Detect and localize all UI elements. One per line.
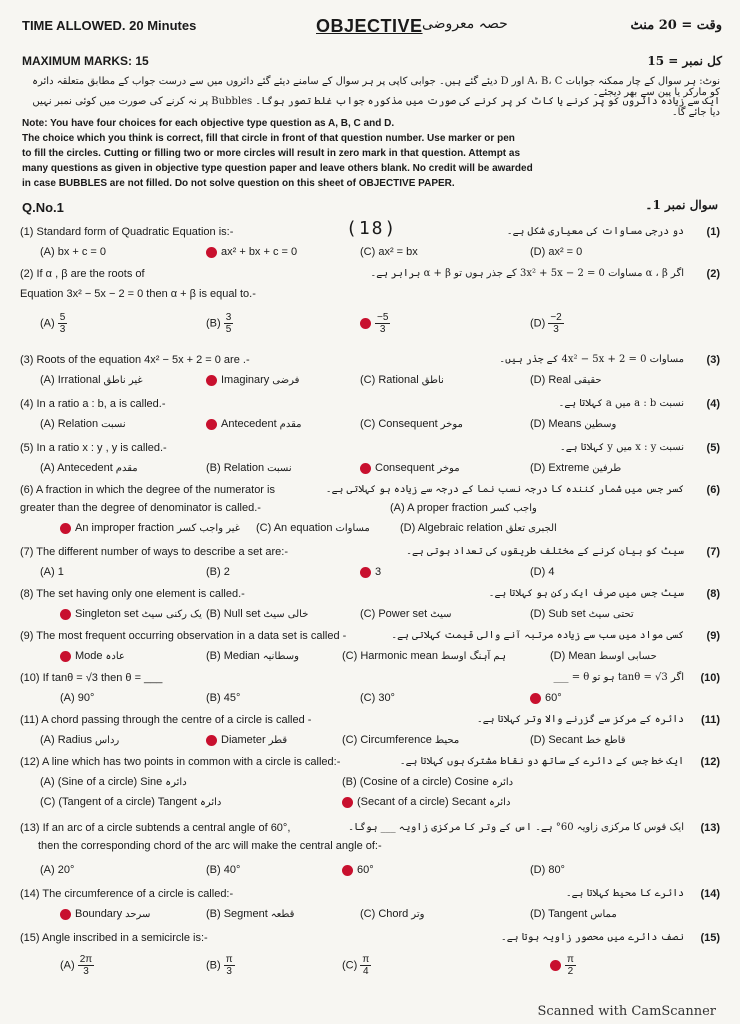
option-d[interactable]: (D) Mean حسابی اوسط xyxy=(550,650,657,662)
filled-bubble-icon xyxy=(550,960,561,971)
option-c[interactable]: (C) Consequent موخر xyxy=(360,418,463,430)
question-num: (12) xyxy=(700,756,720,768)
option-d[interactable]: (D) Means وسطین xyxy=(530,418,617,430)
header xyxy=(22,14,722,74)
question-text: (3) Roots of the equation 4x² − 5x + 2 = 0 are .- xyxy=(20,354,250,366)
time-allowed: TIME ALLOWED. 20 Minutes xyxy=(22,18,197,33)
option-b[interactable]: (B) 45° xyxy=(206,692,241,704)
question-text-line-2: Equation 3x² − 5x − 2 = 0 then α + β is equal to.- xyxy=(20,288,256,300)
option-b[interactable]: Antecedent مقدم xyxy=(206,418,302,430)
option-d[interactable]: (D) $\frac{-2}{3}$ xyxy=(530,312,562,335)
option-a[interactable]: (A) $\frac{5}{3}$ xyxy=(40,312,66,335)
option-b[interactable]: (B) Median وسطانیہ xyxy=(206,650,299,662)
option-c[interactable]: (C) ax² = bx xyxy=(360,246,418,258)
question-num: (3) xyxy=(706,354,720,366)
question-text: (8) The set having only one element is called.- xyxy=(20,588,245,600)
option-b[interactable]: Imaginary فرضی xyxy=(206,374,299,386)
option-a[interactable]: (A) $\frac{2\pi}{3}$ xyxy=(60,954,93,977)
question-num: (6) xyxy=(706,484,720,496)
question-number-urdu: سوال نمبر 1۔ xyxy=(645,198,718,212)
option-d[interactable]: (D) ax² = 0 xyxy=(530,246,583,258)
page-title: OBJECTIVE xyxy=(316,16,423,36)
option-a[interactable]: (A) bx + c = 0 xyxy=(40,246,107,258)
question-num: (15) xyxy=(700,932,720,944)
question-num: (8) xyxy=(706,588,720,600)
question-num: (14) xyxy=(700,888,720,900)
option-b[interactable]: (B) 2 xyxy=(206,566,230,578)
marks-urdu: کل نمبر = 15 xyxy=(647,54,722,68)
option-b[interactable]: (B) Segment قطعہ xyxy=(206,908,295,920)
question-text-line-2: then the corresponding chord of the arc will make the central angle of:- xyxy=(38,840,382,852)
option-d[interactable]: (D) Real حقیقی xyxy=(530,374,602,386)
option-c[interactable]: (C) Chord وتر xyxy=(360,908,425,920)
option-d[interactable]: (D) Sub set تحتی سیٹ xyxy=(530,608,634,620)
question-num: (1) xyxy=(706,226,720,238)
question-text: (4) In a ratio a : b, a is called.- xyxy=(20,398,166,410)
question-text-urdu: نسبت x : y میں y کہلاتا ہے۔ xyxy=(559,442,684,453)
filled-bubble-icon xyxy=(60,909,71,920)
question-text-urdu: ایک قوس کا مرکزی زاویہ 60° ہے۔ اس کے وتر کا مرکزی زاویہ ___ ہوگا۔ xyxy=(348,822,684,833)
filled-bubble-icon xyxy=(206,419,217,430)
question-5 xyxy=(20,442,720,482)
question-text-urdu: نسبت a : b میں a کہلاتا ہے۔ xyxy=(558,398,684,409)
question-text: (12) A line which has two points in common with a circle is called:- xyxy=(20,756,341,768)
question-13 xyxy=(20,822,720,884)
option-a[interactable]: (A) Irrational غیر ناطق xyxy=(40,374,143,386)
option-c[interactable]: Consequent موخر xyxy=(360,462,460,474)
question-11 xyxy=(20,714,720,754)
question-text-urdu: دو درجی مساوات کی معیاری شکل ہے۔ xyxy=(506,226,684,237)
question-3 xyxy=(20,354,720,394)
option-a[interactable]: Mode عادہ xyxy=(60,650,125,662)
option-b[interactable]: An improper fraction غیر واجب کسر xyxy=(60,522,240,534)
option-d[interactable]: 60° xyxy=(530,692,562,704)
question-8 xyxy=(20,588,720,628)
question-text-urdu: ایک خط جس کے دائرے کے ساتھ دو نقاط مشترک ہوں کہلاتا ہے۔ xyxy=(399,756,684,767)
option-b[interactable]: (B) $\frac{\pi}{3}$ xyxy=(206,954,233,977)
question-num: (9) xyxy=(706,630,720,642)
question-text: (2) If α , β are the roots of xyxy=(20,268,145,280)
option-c[interactable]: (C) Harmonic mean ہم آہنگ اوسط xyxy=(342,650,506,662)
question-text: (13) If an arc of a circle subtends a central angle of 60°, xyxy=(20,822,291,834)
question-7 xyxy=(20,546,720,586)
filled-bubble-icon xyxy=(360,463,371,474)
option-c[interactable]: (C) An equation مساوات xyxy=(256,522,370,534)
filled-bubble-icon xyxy=(206,735,217,746)
option-c[interactable]: (C) $\frac{\pi}{4}$ xyxy=(342,954,370,977)
question-number: Q.No.1 xyxy=(22,200,64,215)
note-line: Note: You have four choices for each objective type question as A, B, C and D. xyxy=(22,118,395,129)
option-d[interactable]: (Secant of a circle) Secant دائرہ xyxy=(342,796,510,808)
option-c[interactable]: (C) Power set سیٹ xyxy=(360,608,452,620)
question-text-urdu: سیٹ جس میں صرف ایک رکن ہو کہلاتا ہے۔ xyxy=(488,588,684,599)
question-num: (4) xyxy=(706,398,720,410)
option-b[interactable]: (B) Relation نسبت xyxy=(206,462,292,474)
option-d[interactable]: (D) Extreme طرفین xyxy=(530,462,622,474)
question-4 xyxy=(20,398,720,438)
filled-bubble-icon xyxy=(342,797,353,808)
question-text-line-2: greater than the degree of denominator is called.- xyxy=(20,502,261,514)
option-b[interactable]: (B) (Cosine of a circle) Cosine دائرہ xyxy=(342,776,514,788)
question-text-urdu: سیٹ کو بیان کرنے کے مختلف طریقوں کی تعداد ہوتی ہے۔ xyxy=(406,546,684,557)
option-a[interactable]: (A) Relation نسبت xyxy=(40,418,126,430)
option-c[interactable]: (C) Rational ناطق xyxy=(360,374,444,386)
question-14 xyxy=(20,888,720,928)
filled-bubble-icon xyxy=(530,693,541,704)
filled-bubble-icon xyxy=(342,865,353,876)
question-text: (7) The different number of ways to describe a set are:- xyxy=(20,546,289,558)
question-text-urdu: کسی مواد میں سب سے زیادہ مرتبہ آنے والی قیمت کہلاتی ہے۔ xyxy=(391,630,684,641)
note-line: in case BUBBLES are not filled. Do not solve question on this sheet of OBJECTIVE PAPER. xyxy=(22,178,455,189)
option-b[interactable]: (B) $\frac{3}{5}$ xyxy=(206,312,232,335)
option-d[interactable]: (D) 80° xyxy=(530,864,565,876)
question-text-urdu: کسر جس میں شمار کنندہ کا درجہ نسب نما کے درجہ سے زیادہ ہو کہلاتی ہے۔ xyxy=(325,484,684,495)
scanner-watermark: Scanned with CamScanner xyxy=(537,1004,716,1019)
option-b[interactable]: (B) Null set خالی سیٹ xyxy=(206,608,309,620)
question-text: (15) Angle inscribed in a semicircle is:- xyxy=(20,932,208,944)
question-text: (9) The most frequent occurring observation in a data set is called - xyxy=(20,630,347,642)
note-line: many questions as given in objective type question paper and leave others blank. No credit will be awarded xyxy=(22,163,533,174)
question-12 xyxy=(20,756,720,818)
question-text-urdu: مساوات 4x² − 5x + 2 = 0 کے جذر ہیں۔ xyxy=(499,354,684,365)
option-a[interactable]: Singleton set یک رکنی سیٹ xyxy=(60,608,202,620)
question-text-urdu: دائرے کا محیط کہلاتا ہے۔ xyxy=(565,888,684,899)
question-text-urdu: اگر tanθ = √3 ہو تو θ = ___ xyxy=(553,672,684,683)
filled-bubble-icon xyxy=(206,247,217,258)
option-a[interactable]: (A) Antecedent مقدم xyxy=(40,462,138,474)
question-text: (10) If tanθ = √3 then θ = ___ xyxy=(20,672,163,684)
question-6 xyxy=(20,484,720,544)
option-c[interactable]: 60° xyxy=(342,864,374,876)
question-num: (7) xyxy=(706,546,720,558)
option-d[interactable]: (D) Tangent مماس xyxy=(530,908,617,920)
option-a[interactable]: (A) Radius رداس xyxy=(40,734,120,746)
note-line: The choice which you think is correct, fill that circle in front of that question number. Use marker or pen xyxy=(22,133,515,144)
option-a[interactable]: (A) 1 xyxy=(40,566,64,578)
question-15 xyxy=(20,932,720,992)
option-c[interactable]: (C) Circumference محیط xyxy=(342,734,460,746)
option-a[interactable]: (A) (Sine of a circle) Sine دائرہ xyxy=(40,776,187,788)
question-9 xyxy=(20,630,720,670)
question-num: (11) xyxy=(701,714,720,726)
question-2 xyxy=(20,268,720,348)
option-c[interactable]: 3 xyxy=(360,566,381,578)
option-a[interactable]: Boundary سرحد xyxy=(60,908,150,920)
question-num: (10) xyxy=(700,672,720,684)
max-marks: MAXIMUM MARKS: 15 xyxy=(22,54,149,68)
filled-bubble-icon xyxy=(360,567,371,578)
option-d[interactable]: (D) Secant قاطع خط xyxy=(530,734,626,746)
filled-bubble-icon xyxy=(60,609,71,620)
option-a[interactable]: (A) A proper fraction واجب کسر xyxy=(390,502,537,514)
filled-bubble-icon xyxy=(360,318,371,329)
option-b[interactable]: Diameter قطر xyxy=(206,734,287,746)
option-b[interactable]: (B) 40° xyxy=(206,864,241,876)
question-num: (5) xyxy=(706,442,720,454)
question-num: (13) xyxy=(700,822,720,834)
question-text: (1) Standard form of Quadratic Equation is:- xyxy=(20,226,234,238)
note-urdu-line-2: ایک سے زیادہ دائروں کو پر کرنے یا کاٹ کر پر کرنے کی صورت میں مذکورہ جواب غلط تصور ہوگا۔ Bubbles پر نہ کرنے کی صورت میں کوئی نمبر نہیں دیا جائے گا۔ xyxy=(32,96,720,118)
note-urdu-line-1: نوٹ: ہر سوال کے چار ممکنہ جوابات A، B، C اور D دیئے گئے ہیں۔ جوابی کاپی پر ہر سوال کے سامنے دیئے گئے دائروں میں سے درست جواب کے مطابق متعلقہ دائرہ کو مارکر یا پین سے بھر دیجئے۔ xyxy=(32,76,720,98)
option-b[interactable]: ax² + bx + c = 0 xyxy=(206,246,297,258)
filled-bubble-icon xyxy=(206,375,217,386)
question-text: (14) The circumference of a circle is called:- xyxy=(20,888,234,900)
question-text-urdu: دائرہ کے مرکز سے گزرنے والا وتر کہلاتا ہے۔ xyxy=(476,714,684,725)
option-d[interactable]: (D) 4 xyxy=(530,566,555,578)
note-english xyxy=(22,116,722,191)
paper-code: (18) xyxy=(346,218,398,239)
page-title-urdu: حصہ معروضی xyxy=(422,16,508,32)
option-c[interactable]: (C) (Tangent of a circle) Tangent دائرہ xyxy=(40,796,222,808)
option-c[interactable]: (C) 30° xyxy=(360,692,395,704)
filled-bubble-icon xyxy=(60,523,71,534)
option-a[interactable]: (A) 20° xyxy=(40,864,75,876)
question-1 xyxy=(20,226,720,266)
time-urdu: وقت = 20 منٹ xyxy=(630,18,722,33)
option-d[interactable]: $\frac{\pi}{2}$ xyxy=(550,954,576,977)
question-10 xyxy=(20,672,720,712)
option-a[interactable]: (A) 90° xyxy=(60,692,95,704)
question-text: (11) A chord passing through the centre of a circle is called - xyxy=(20,714,312,726)
question-num: (2) xyxy=(706,268,720,280)
filled-bubble-icon xyxy=(60,651,71,662)
note-line: to fill the circles. Cutting or filling two or more circles will result in zero mark in that question. Attempt as xyxy=(22,148,521,159)
option-d[interactable]: (D) Algebraic relation الجبری تعلق xyxy=(400,522,557,534)
question-text-urdu: نصف دائرے میں محصور زاویہ ہوتا ہے۔ xyxy=(500,932,684,943)
option-c[interactable]: $\frac{-5}{3}$ xyxy=(360,312,390,335)
question-text: (5) In a ratio x : y , y is called.- xyxy=(20,442,167,454)
question-text: (6) A fraction in which the degree of the numerator is xyxy=(20,484,275,496)
question-text-urdu: اگر α ، β مساوات 3x² + 5x − 2 = 0 کے جذر ہوں تو α + β برابر ہے۔ xyxy=(370,268,684,279)
